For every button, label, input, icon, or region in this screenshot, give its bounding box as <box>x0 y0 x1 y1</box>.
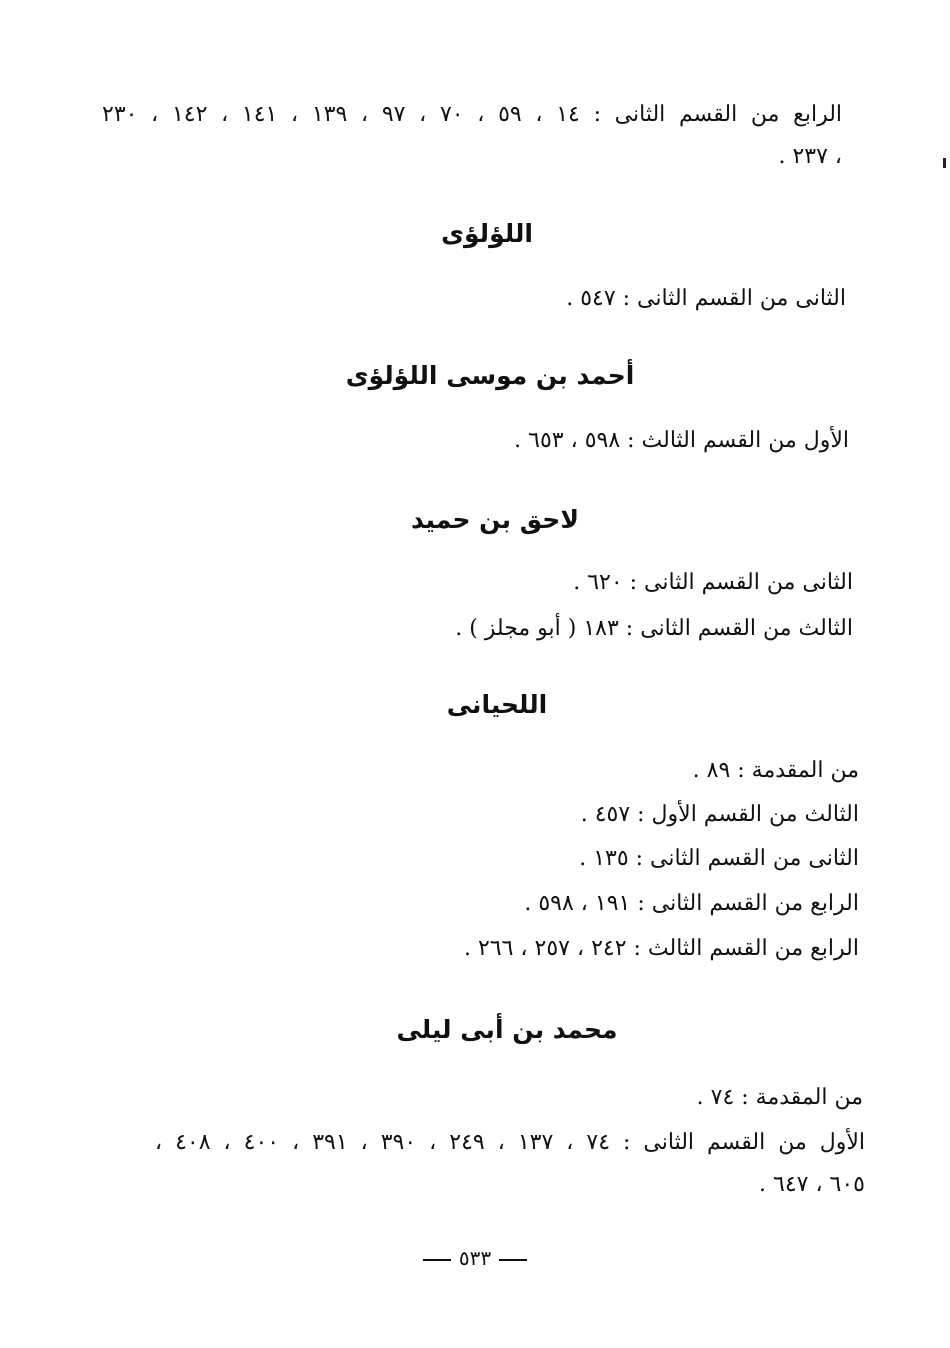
section-heading: اللحيانى <box>446 690 548 719</box>
entry-line: الثانى من القسم الثانى : ٦٢٠ . <box>573 570 853 595</box>
entry-line: الأول من القسم الثانى : ٧٤ ، ١٣٧ ، ٢٤٩ ، ٣٩٠ ، ٣٩١ ، ٤٠٠ ، ٤٠٨ ، <box>155 1130 866 1155</box>
entry-line: الرابع من القسم الثانى : ١٤ ، ٥٩ ، ٧٠ ، ٩٧ ، ١٣٩ ، ١٤١ ، ١٤٢ ، ٢٣٠ <box>102 102 843 127</box>
entry-line: ٦٠٥ ، ٦٤٧ . <box>759 1172 865 1197</box>
entry-line: الثانى من القسم الثانى : ٥٤٧ . <box>566 286 846 311</box>
section-heading: محمد بن أبى ليلى <box>396 1015 618 1044</box>
entry-line: الرابع من القسم الثالث : ٢٤٢ ، ٢٥٧ ، ٢٦٦ . <box>463 936 859 961</box>
page-number-text: ٥٣٣ <box>458 1246 492 1270</box>
entry-line: من المقدمة : ٨٩ . <box>692 758 859 783</box>
entry-line: الثانى من القسم الثانى : ١٣٥ . <box>579 846 859 871</box>
section-heading: اللؤلؤى <box>441 219 533 248</box>
margin-mark <box>943 158 946 168</box>
entry-line: الأول من القسم الثالث : ٥٩٨ ، ٦٥٣ . <box>514 428 849 453</box>
section-heading: لاحق بن حميد <box>411 505 579 534</box>
entry-line: الثالث من القسم الثانى : ١٨٣ ( أبو مجلز ) . <box>455 616 853 641</box>
entry-line: من المقدمة : ٧٤ . <box>696 1085 863 1110</box>
dash-right <box>423 1259 451 1261</box>
entry-line: الثالث من القسم الأول : ٤٥٧ . <box>580 802 859 827</box>
entry-line: ، ٢٣٧ . <box>778 144 842 169</box>
section-heading: أحمد بن موسى اللؤلؤى <box>345 361 635 390</box>
page-number <box>0 1244 950 1272</box>
entry-line: الرابع من القسم الثانى : ١٩١ ، ٥٩٨ . <box>524 891 859 916</box>
dash-left <box>499 1259 527 1261</box>
